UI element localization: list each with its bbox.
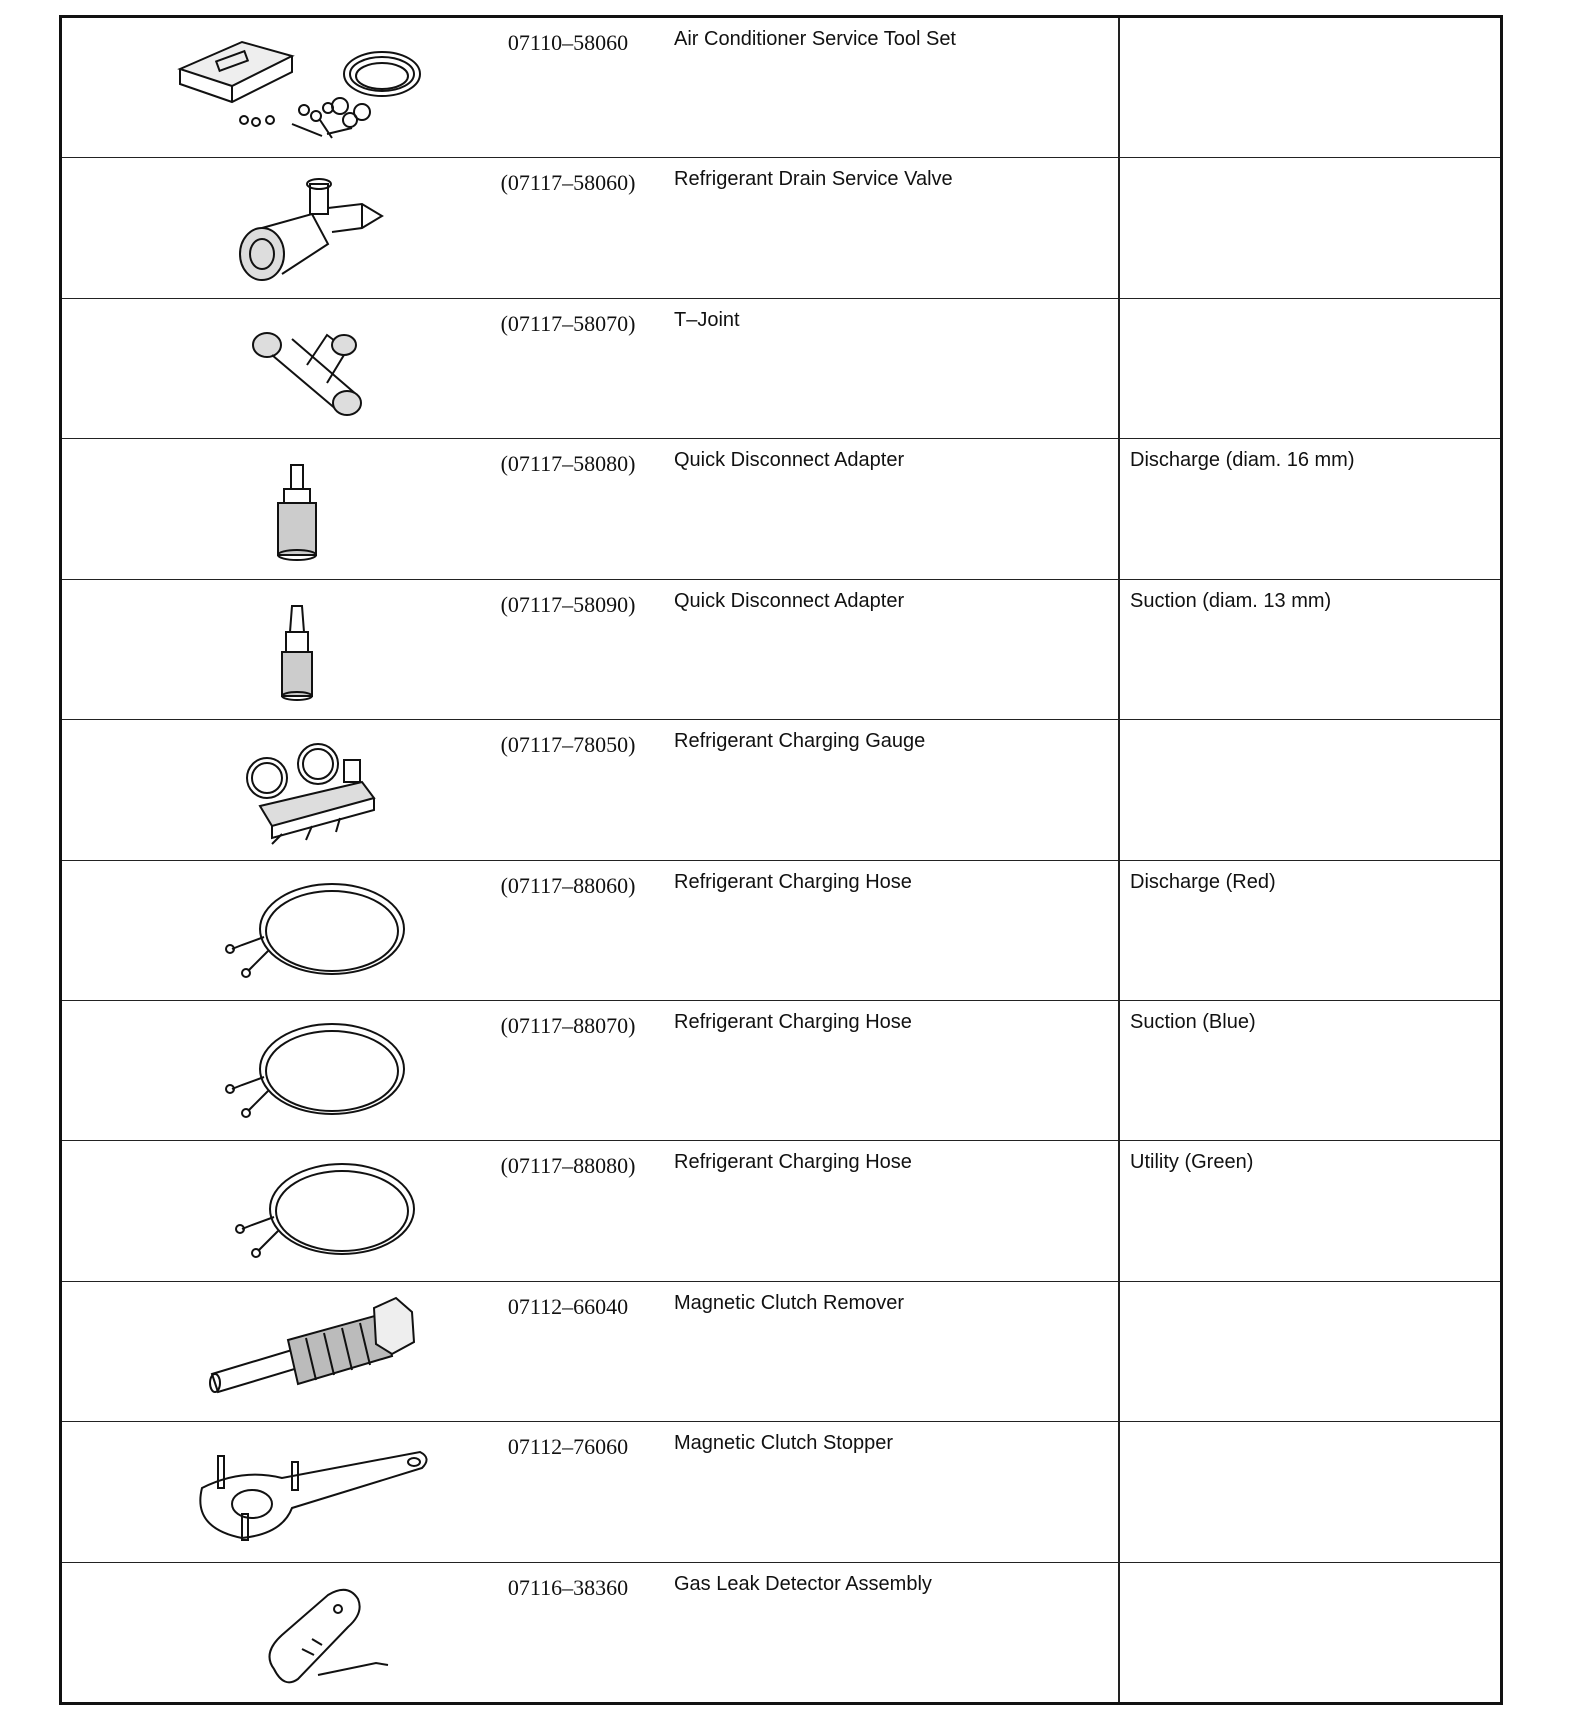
tool-description: Quick Disconnect Adapter — [674, 589, 905, 612]
part-number: (07117–88060) — [500, 872, 636, 898]
tool-note: Discharge (Red) — [1118, 861, 1500, 1000]
tool-note: Suction (diam. 13 mm) — [1118, 580, 1500, 719]
part-number: 07112–66040 — [507, 1293, 629, 1319]
illustration-cell — [62, 158, 462, 297]
table-row — [62, 720, 1500, 860]
hose-coil-icon — [92, 867, 432, 997]
part-number: 07112–76060 — [507, 1434, 629, 1460]
gauge-manifold-icon — [92, 726, 432, 856]
leak-detector-icon — [92, 1569, 432, 1699]
tool-note — [1118, 299, 1500, 438]
tool-description: Gas Leak Detector Assembly — [674, 1572, 932, 1595]
table-row — [62, 861, 1500, 1001]
tool-note — [1118, 158, 1500, 297]
illustration-cell — [62, 580, 462, 719]
part-number: (07117–58080) — [500, 451, 636, 477]
table-row — [62, 1563, 1500, 1702]
t-joint-icon — [92, 305, 432, 435]
tool-set-case-icon — [92, 24, 432, 154]
illustration-cell — [62, 1422, 462, 1561]
drain-valve-icon — [92, 164, 432, 294]
tool-note — [1118, 1282, 1500, 1421]
part-number: 07110–58060 — [507, 30, 629, 55]
table-row — [62, 1141, 1500, 1281]
table-row — [62, 580, 1500, 720]
tool-note — [1118, 18, 1500, 157]
illustration-cell — [62, 861, 462, 1000]
hose-coil-icon — [92, 1147, 432, 1277]
tool-description: Refrigerant Drain Service Valve — [674, 168, 953, 191]
table-row — [62, 1001, 1500, 1141]
tool-description: Quick Disconnect Adapter — [674, 449, 905, 472]
table-row — [62, 439, 1500, 579]
tool-description: Refrigerant Charging Hose — [674, 1010, 912, 1033]
tool-description: Refrigerant Charging Gauge — [674, 730, 926, 753]
illustration-cell — [62, 1141, 462, 1280]
tool-description: Magnetic Clutch Remover — [674, 1291, 905, 1314]
illustration-cell — [62, 1563, 462, 1702]
tool-note — [1118, 1563, 1500, 1702]
tool-note: Discharge (diam. 16 mm) — [1118, 439, 1500, 578]
part-number: (07117–58060) — [500, 170, 636, 196]
illustration-cell — [62, 439, 462, 578]
table-row — [62, 1282, 1500, 1422]
hose-coil-icon — [92, 1007, 432, 1137]
tool-description: Magnetic Clutch Stopper — [674, 1432, 894, 1455]
tool-description: Refrigerant Charging Hose — [674, 870, 912, 893]
part-number: (07117–58070) — [500, 310, 636, 336]
part-number: 07116–38360 — [507, 1574, 629, 1600]
part-number: (07117–88070) — [500, 1012, 636, 1038]
tool-description: T–Joint — [674, 308, 740, 331]
tool-note — [1118, 1422, 1500, 1561]
illustration-cell — [62, 18, 462, 157]
table-row — [62, 1422, 1500, 1562]
table-row — [62, 299, 1500, 439]
part-number: (07117–58090) — [500, 591, 636, 617]
illustration-cell — [62, 1001, 462, 1140]
part-number: (07117–88080) — [500, 1153, 636, 1179]
special-tools-table — [59, 15, 1503, 1705]
tool-description: Air Conditioner Service Tool Set — [674, 28, 956, 50]
illustration-cell — [62, 1282, 462, 1421]
adapter-large-icon — [92, 445, 432, 575]
tool-description: Refrigerant Charging Hose — [674, 1151, 912, 1174]
adapter-small-icon — [92, 586, 432, 716]
tool-note: Utility (Green) — [1118, 1141, 1500, 1280]
illustration-cell — [62, 720, 462, 859]
tool-note — [1118, 720, 1500, 859]
part-number: (07117–78050) — [500, 732, 636, 758]
tool-note: Suction (Blue) — [1118, 1001, 1500, 1140]
clutch-remover-bolt-icon — [92, 1288, 432, 1418]
table-row — [62, 158, 1500, 298]
clutch-stopper-wrench-icon — [92, 1428, 432, 1558]
illustration-cell — [62, 299, 462, 438]
table-row — [62, 18, 1500, 158]
